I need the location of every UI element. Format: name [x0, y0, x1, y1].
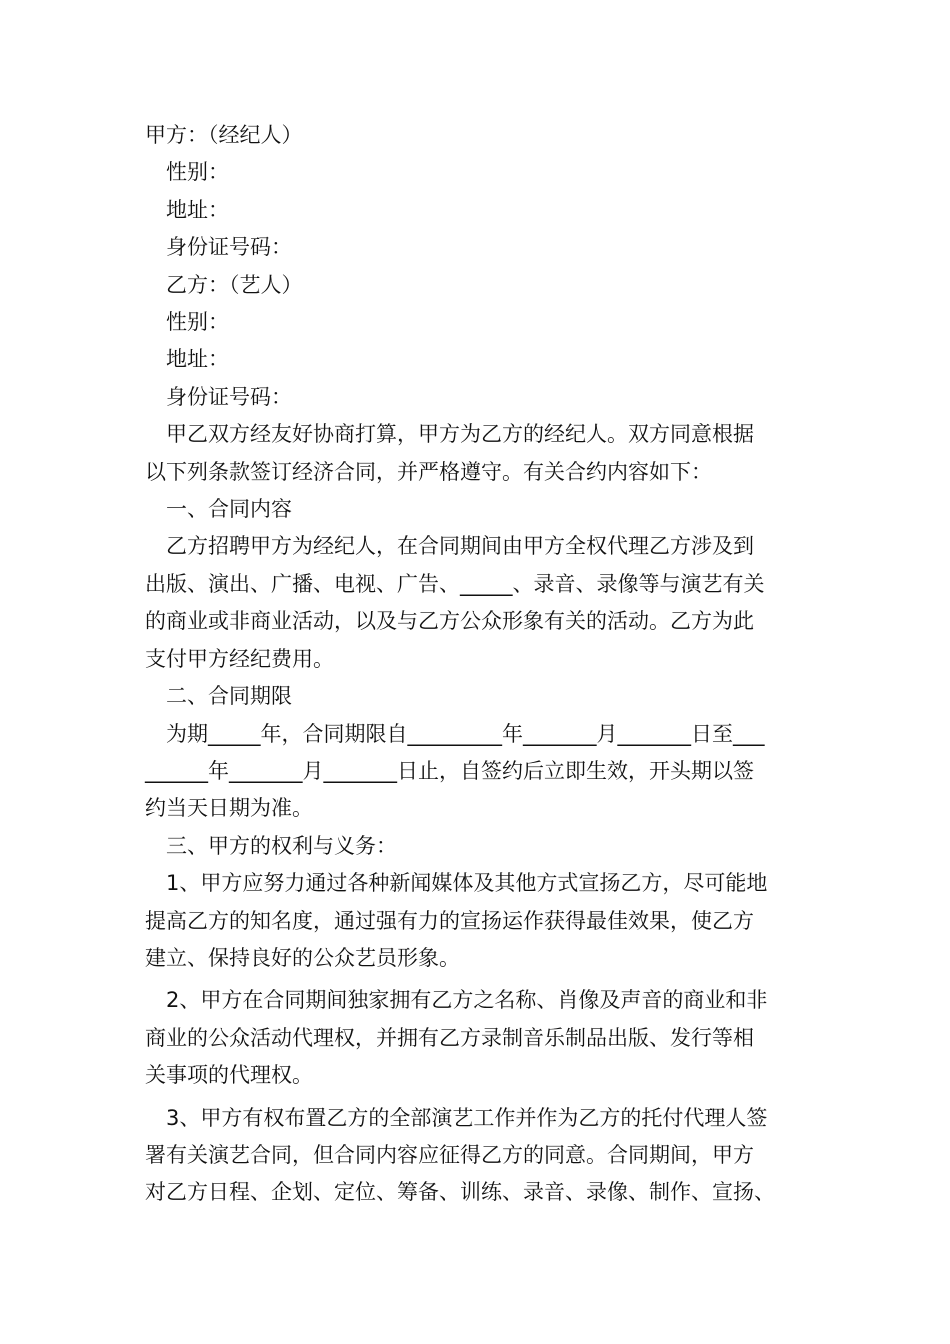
- party-b-heading: 乙方：（艺人）: [166, 272, 303, 297]
- clause-line: 商业的公众活动代理权，并拥有乙方录制音乐制品出版、发行等相: [145, 1025, 754, 1050]
- preamble-line: 甲乙双方经友好协商打算，甲方为乙方的经纪人。双方同意根据: [166, 422, 754, 447]
- section-heading: 三、甲方的权利与义务：: [166, 833, 397, 858]
- contract-document: [145, 117, 825, 1212]
- party-b-id-number: 身份证号码：: [166, 384, 292, 409]
- party-a-id-number: 身份证号码：: [166, 235, 292, 260]
- clause-line: 关事项的代理权。: [145, 1063, 313, 1088]
- clause-line: 建立、保持良好的公众艺员形象。: [145, 945, 460, 970]
- party-b-gender: 性别：: [166, 310, 229, 335]
- section-heading: 一、合同内容: [166, 497, 292, 522]
- clause-line: 3、甲方有权布置乙方的全部演艺工作并作为乙方的托付代理人签: [166, 1105, 768, 1130]
- section-body-line: 约当天日期为准。: [145, 796, 313, 821]
- section-heading: 二、合同期限: [166, 684, 292, 709]
- section-body-line: 乙方招聘甲方为经纪人，在合同期间由甲方全权代理乙方涉及到: [166, 534, 754, 559]
- section-body-line: 为期_____年，合同期限自_________年_______月_______日至___: [166, 721, 765, 746]
- party-a-heading: 甲方：（经纪人）: [145, 123, 303, 147]
- party-a-address: 地址：: [166, 197, 229, 222]
- section-body-line: 的商业或非商业活动，以及与乙方公众形象有关的活动。乙方为此: [145, 609, 754, 634]
- clause-line: 2、甲方在合同期间独家拥有乙方之名称、肖像及声音的商业和非: [166, 988, 768, 1013]
- party-b-address: 地址：: [166, 347, 229, 372]
- clause-line: 对乙方日程、企划、定位、筹备、训练、录音、录像、制作、宣扬、: [145, 1180, 775, 1205]
- party-a-gender: 性别：: [166, 160, 229, 185]
- section-body-line: 出版、演出、广播、电视、广告、_____、录音、录像等与演艺有关: [145, 571, 765, 596]
- section-body-line: 支付甲方经纪费用。: [145, 646, 334, 671]
- section-body-line: ______年_______月_______日止，自签约后立即生效，开头期以签: [145, 758, 754, 783]
- clause-line: 提高乙方的知名度，通过强有力的宣扬运作获得最佳效果，使乙方: [145, 908, 754, 933]
- clause-line: 1、甲方应努力通过各种新闻媒体及其他方式宣扬乙方，尽可能地: [166, 871, 768, 896]
- clause-line: 署有关演艺合同，但合同内容应征得乙方的同意。合同期间，甲方: [145, 1142, 754, 1167]
- preamble-line: 以下列条款签订经济合同，并严格遵守。有关合约内容如下：: [145, 459, 712, 484]
